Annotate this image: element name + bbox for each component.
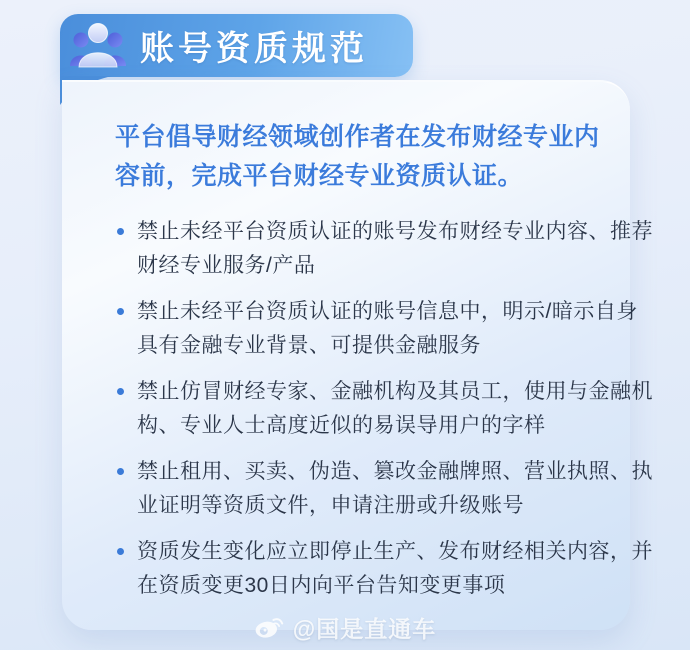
rules-list bbox=[115, 215, 653, 603]
rules-card bbox=[62, 80, 653, 630]
bullet-dot bbox=[117, 388, 124, 395]
rule-item-3 bbox=[115, 375, 653, 443]
rule-3-line-1: 禁止仿冒财经专家、金融机构及其员工，使用与金融机 bbox=[137, 380, 653, 403]
rule-item-5 bbox=[115, 535, 653, 603]
weibo-icon bbox=[254, 614, 284, 640]
rule-2-line-1: 禁止未经平台资质认证的账号信息中，明示/暗示自身 bbox=[137, 300, 638, 323]
intro-statement bbox=[115, 118, 600, 196]
rule-5-line-1: 资质发生变化应立即停止生产、发布财经相关内容，并 bbox=[137, 540, 653, 563]
header-badge bbox=[60, 14, 413, 77]
rule-item-2 bbox=[115, 295, 638, 363]
rule-item-4 bbox=[115, 455, 653, 523]
bullet-dot bbox=[117, 548, 124, 555]
bullet-dot bbox=[117, 468, 124, 475]
rule-1-line-2: 财经专业服务/产品 bbox=[137, 254, 316, 277]
page-title: 账号资质规范 bbox=[140, 30, 368, 68]
rule-item-1 bbox=[115, 215, 653, 283]
watermark bbox=[0, 610, 690, 644]
bullet-dot bbox=[117, 228, 124, 235]
group-people-icon bbox=[70, 20, 126, 72]
rule-4-line-1: 禁止租用、买卖、伪造、篡改金融牌照、营业执照、执 bbox=[137, 460, 653, 483]
bullet-dot bbox=[117, 308, 124, 315]
rule-2-line-2: 具有金融专业背景、可提供金融服务 bbox=[137, 334, 481, 357]
rule-1-line-1: 禁止未经平台资质认证的账号发布财经专业内容、推荐 bbox=[137, 220, 653, 243]
watermark-text: @国是直通车 bbox=[292, 615, 437, 642]
rule-4-line-2: 业证明等资质文件，申请注册或升级账号 bbox=[137, 494, 524, 517]
rule-5-line-2: 在资质变更30日内向平台告知变更事项 bbox=[137, 574, 506, 597]
intro-line-2: 容前，完成平台财经专业资质认证。 bbox=[115, 162, 524, 190]
intro-line-1: 平台倡导财经领域创作者在发布财经专业内 bbox=[115, 123, 600, 151]
rule-3-line-2: 构、专业人士高度近似的易误导用户的字样 bbox=[137, 414, 546, 437]
